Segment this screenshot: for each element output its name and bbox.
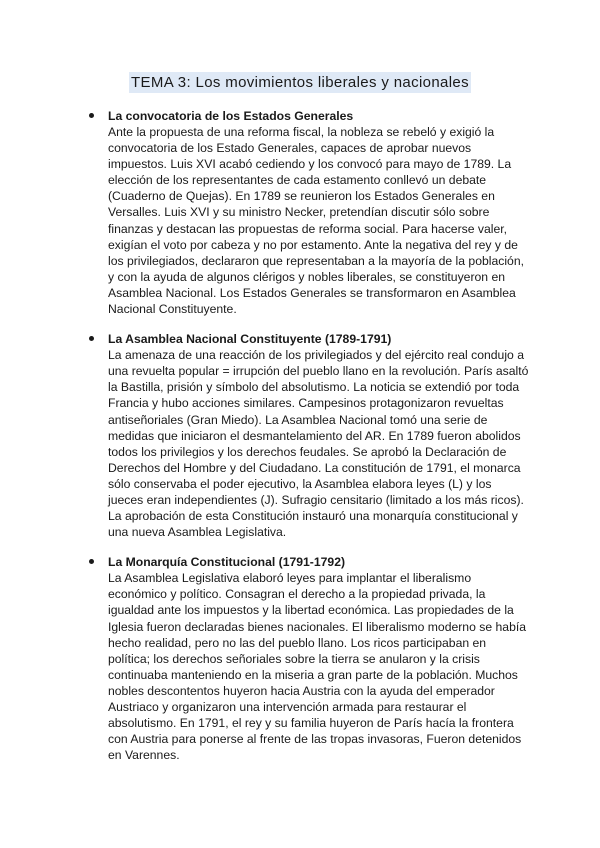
body-line: jueces eran independientes (J). Sufragio censitario (limitado a los más ricos). [108,492,524,507]
bullet-icon [89,336,94,341]
body-line: antiseñoriales (Gran Miedo). La Asamblea Nacional tomó una serie de [108,412,488,427]
body-line: exigían el voto por cabeza y no por estamento. Ante la negativa del rey y de [108,237,518,252]
body-line: elección de los representantes de cada estamento conllevó un debate [108,173,487,188]
page-title: TEMA 3: Los movimientos liberales y nacionales [131,74,469,91]
body-line: La Asamblea Legislativa elaboró leyes para implantar el liberalismo [108,571,472,586]
body-line: La amenaza de una reacción de los privilegiados y del ejército real condujo a [108,348,524,363]
body-line: finanzas y destacan las propuestas de reforma social. Para hacerse valer, [108,221,508,236]
section-2 [0,331,600,540]
body-line: Francia y hubo acciones similares. Campesinos protagonizaron revueltas [108,396,504,411]
body-line: la Bastilla, prisión y símbolo del absolutismo. La noticia se extendió por toda [108,380,520,395]
section-heading: La convocatoria de los Estados Generales [108,109,354,123]
body-line: Austriaco y organizaron una intervención armada para restaurar el [108,700,467,714]
body-line: Nacional Constituyente. [108,302,237,317]
body-line: Versalles. Luis XVI y su ministro Necker, pretendían discutir sólo sobre [108,205,490,220]
body-line: todos los privilegios y los derechos feudales. Se aprobó la Declaración de [108,444,507,459]
body-line: sólo conservaba el poder ejecutivo, la Asamblea elabora leyes (L) y los [108,476,492,491]
body-line: los privilegiados, declararon que representaban a la mayoría de la población, [108,253,524,268]
body-line: Iglesia fueron declaradas bienes nacionales. El liberalismo moderno se había [108,619,527,634]
section-body [108,570,531,763]
section-body [108,124,531,317]
body-line: continuaba manteniendo en la miseria a gran parte de la población. Muchos [108,667,518,682]
body-line: nobles descontentos huyeron hacia Austria con la ayuda del emperador [108,683,495,698]
body-line: La aprobación de esta Constitución instauró una monarquía constitucional y [108,509,518,524]
bullet-icon [89,559,94,564]
body-line: con Austria para ponerse al frente de las tropas invasoras, Fueron detenidos [108,732,522,747]
section-3 [0,554,600,763]
section-heading: La Asamblea Nacional Constituyente (1789-1791) [108,332,392,347]
body-line: hecho realidad, pero no las del pueblo llano. Los ricos participaban en [108,635,487,650]
section-1 [0,108,600,317]
body-line: Asamblea Nacional. Los Estados Generales se transformaron en Asamblea [108,285,516,300]
body-line: en Varennes. [108,748,180,763]
body-line: económico y político. Consagran el derecho a la propiedad privada, la [108,587,486,602]
body-line: una nueva Asamblea Legislativa. [108,525,287,540]
body-line: una revuelta popular = irrupción del pueblo llano en la revolución. París asaltó [108,364,529,379]
section-heading: La Monarquía Constitucional (1791-1792) [108,555,346,570]
body-line: impuestos. Luis XVI acabó cediendo y los convocó para mayo de 1789. La [108,157,512,172]
body-line: medidas que iniciaron el desmantelamiento del AR. En 1789 fueron abolidos [108,428,521,443]
sections-list [0,108,600,777]
section-body [108,347,531,540]
body-line: absolutismo. En 1791, el rey y su familia huyeron de París hacía la frontera [108,716,514,731]
body-line: Ante la propuesta de una reforma fiscal, la nobleza se rebeló y exigió la [108,125,495,139]
body-line: y con la ayuda de algunos clérigos y nobles liberales, se constituyeron en [108,269,506,284]
body-line: igualdad ante los impuestos y la libertad económica. Las propiedades de la [108,603,514,618]
body-line: política; los derechos señoriales sobre la tierra se anularon y la crisis [108,651,480,666]
body-line: (Cuaderno de Quejas). En 1789 se reunieron los Estados Generales en [108,189,495,204]
body-line: Derechos del Hombre y del Ciudadano. La constitución de 1791, el monarca [108,460,521,475]
title-container [0,72,600,93]
bullet-icon [89,113,94,118]
body-line: convocatoria de los Estado Generales, capaces de aprobar nuevos [108,141,472,156]
